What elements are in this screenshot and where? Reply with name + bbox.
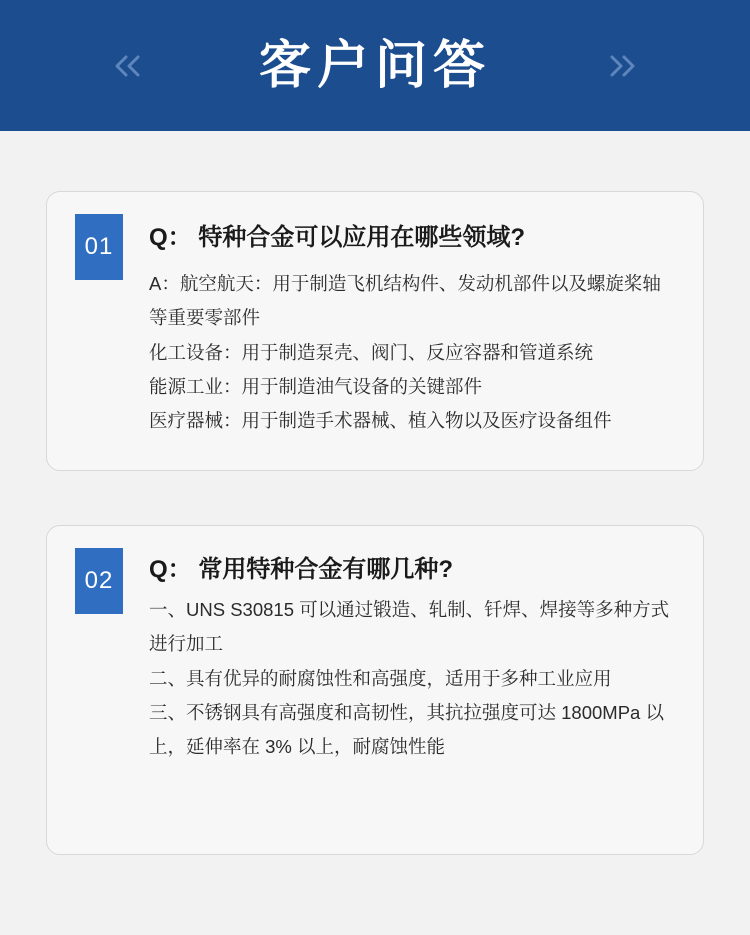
faq-answer xyxy=(149,593,677,764)
faq-answer-line: A：航空航天：用于制造飞机结构件、发动机部件以及螺旋桨轴等重要零部件 xyxy=(149,273,661,329)
faq-answer-line: 能源工业：用于制造油气设备的关键部件 xyxy=(149,375,483,397)
faq-content xyxy=(149,222,677,438)
faq-number-badge: 02 xyxy=(75,548,123,614)
faq-list xyxy=(0,191,750,855)
faq-question: Q： 特种合金可以应用在哪些领域? xyxy=(149,224,525,251)
double-chevron-right-icon[interactable] xyxy=(600,50,644,82)
faq-number-badge: 01 xyxy=(75,214,123,280)
faq-question: Q： 常用特种合金有哪几种? xyxy=(149,556,453,583)
page-title: 客户问答 xyxy=(258,36,491,95)
faq-item xyxy=(46,191,704,471)
faq-answer-line: 医疗器械：用于制造手术器械、植入物以及医疗设备组件 xyxy=(149,410,612,432)
faq-answer-line: 二、具有优异的耐腐蚀性和高强度，适用于多种工业应用 xyxy=(149,667,612,689)
faq-item xyxy=(46,525,704,855)
double-chevron-left-icon[interactable] xyxy=(106,50,150,82)
faq-answer-line: 三、不锈钢具有高强度和高韧性，其抗拉强度可达 1800MPa 以上，延伸率在 3% 以上，耐腐蚀性能 xyxy=(149,701,664,758)
page-header xyxy=(0,0,750,131)
faq-answer xyxy=(149,267,677,438)
faq-answer-line: 化工设备：用于制造泵壳、阀门、反应容器和管道系统 xyxy=(149,341,594,363)
faq-content xyxy=(149,554,677,764)
faq-answer-line: 一、UNS S30815 可以通过锻造、轧制、钎焊、焊接等多种方式进行加工 xyxy=(149,599,670,655)
